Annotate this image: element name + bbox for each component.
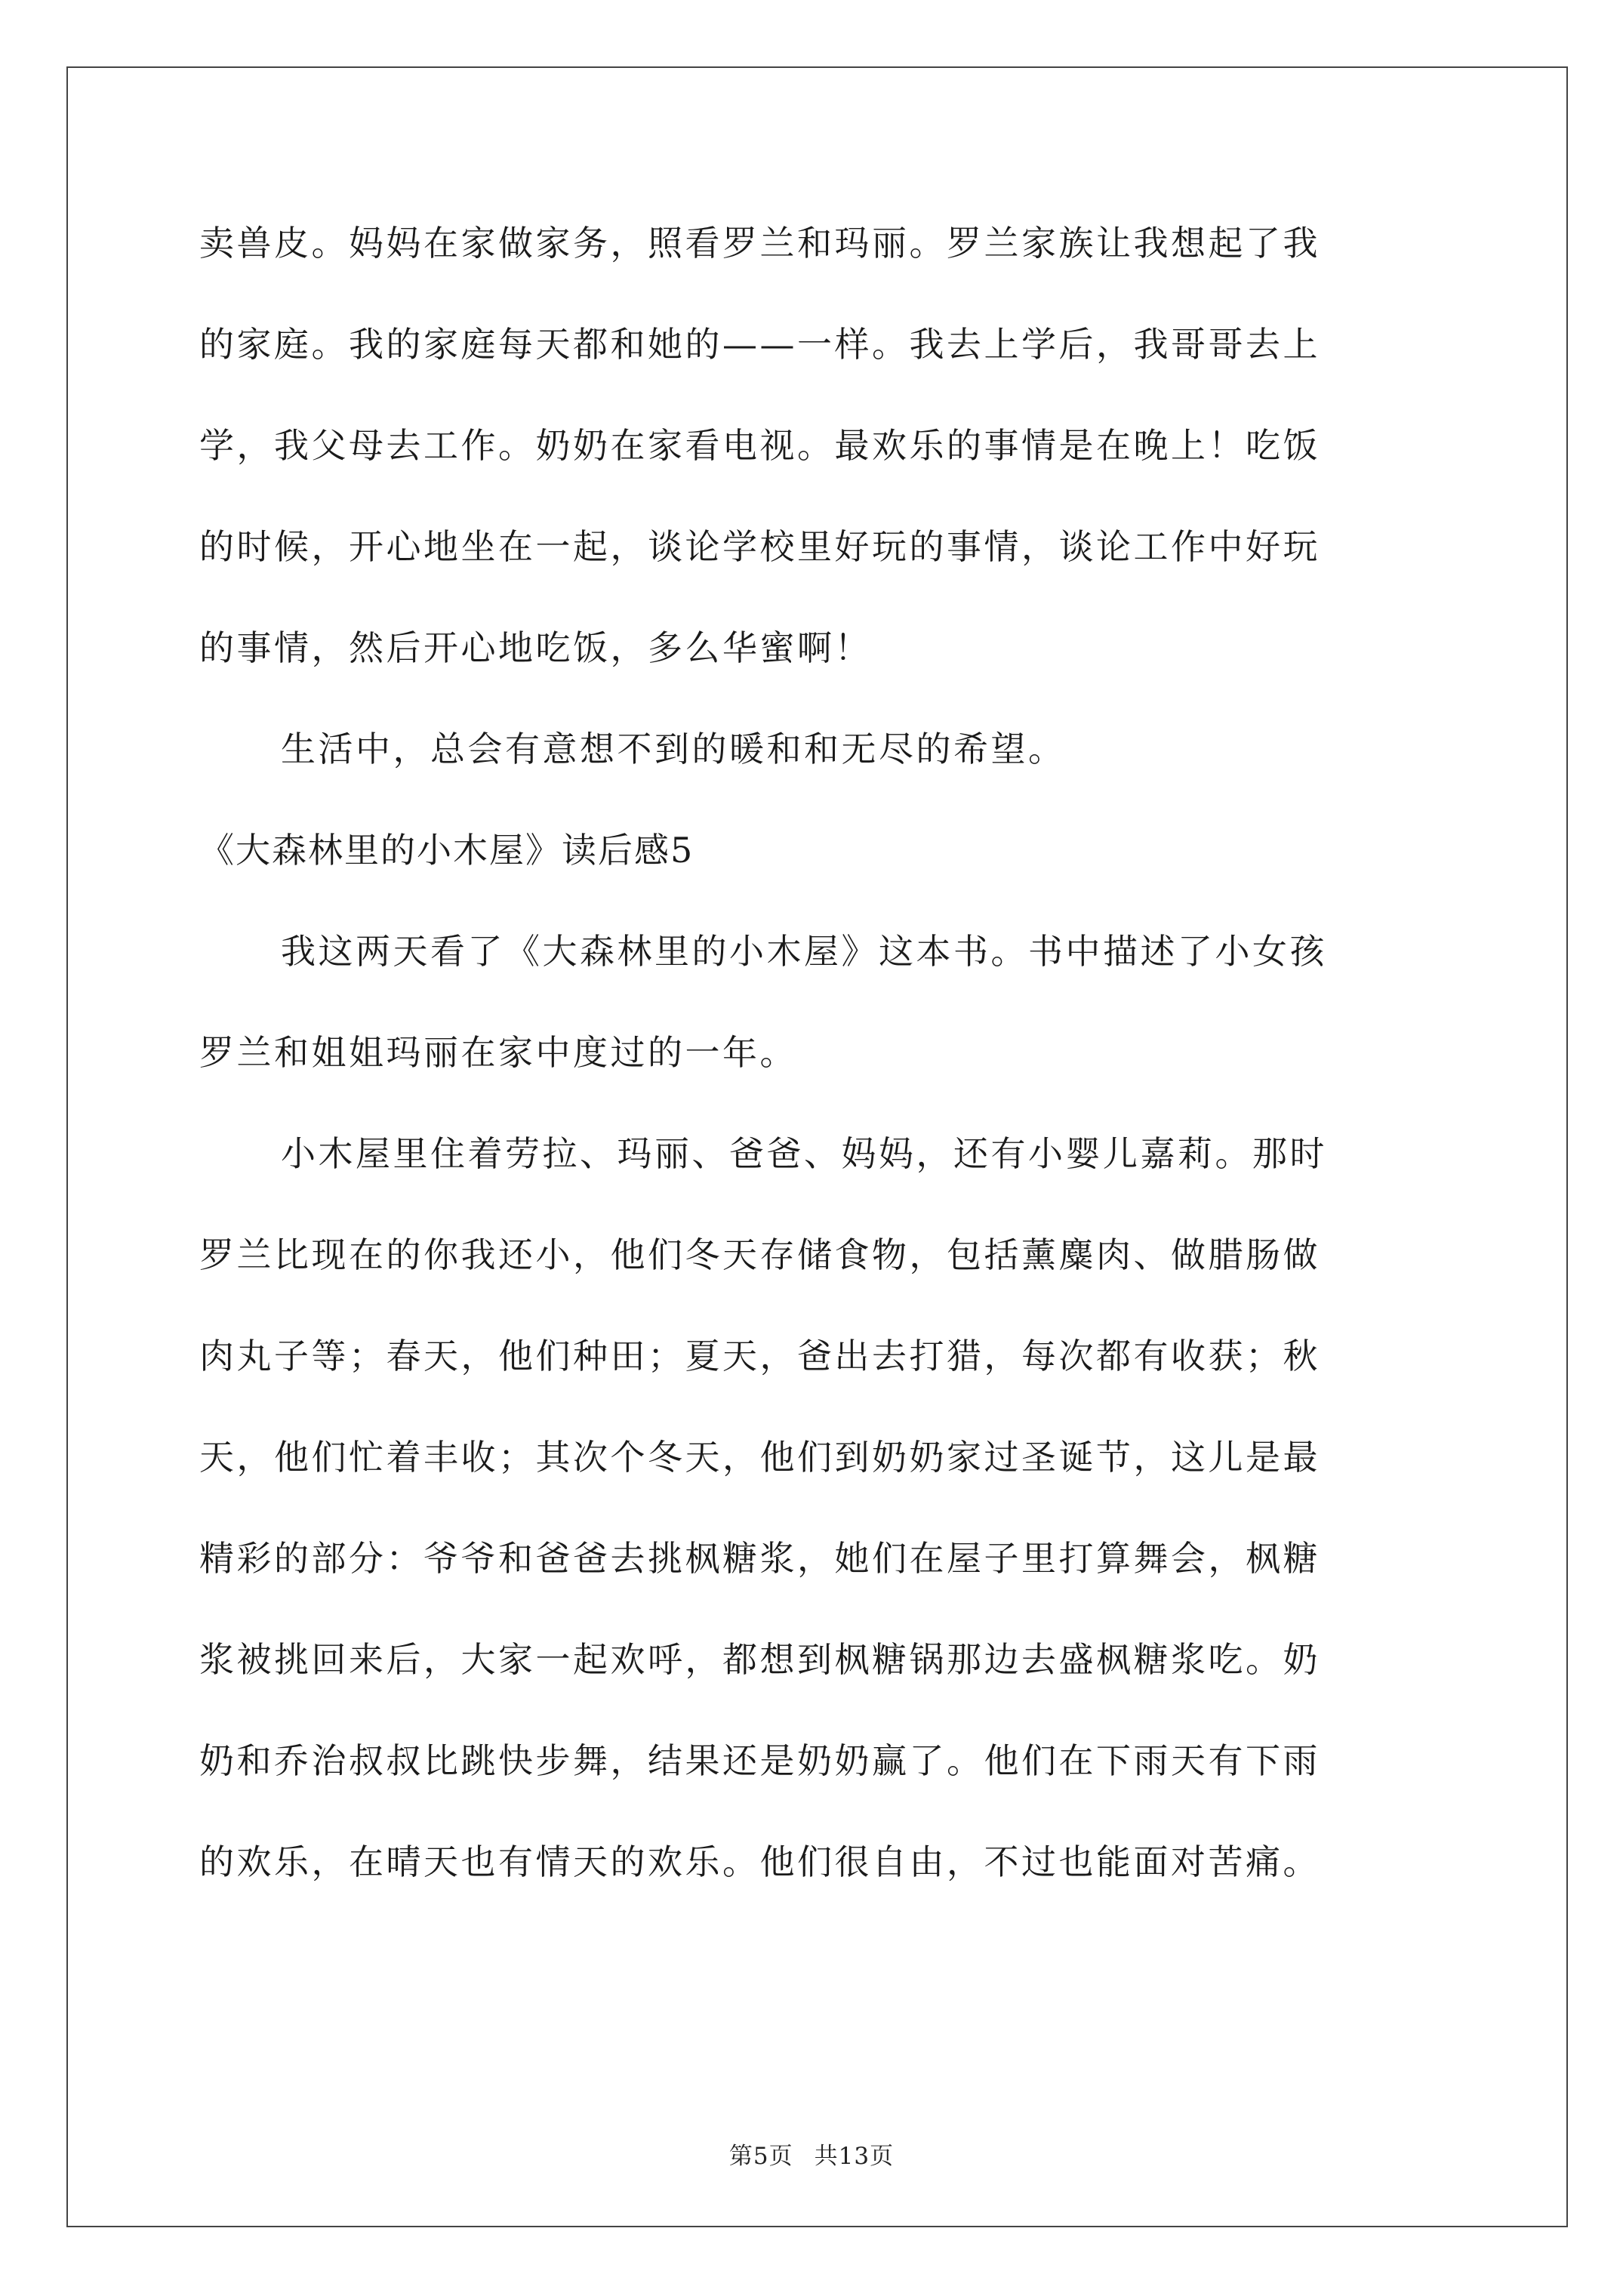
text-line-3: 学，我父母去工作。奶奶在家看电视。最欢乐的事情是在晚上！吃饭 [199,425,1320,466]
text-line-6: 生活中，总会有意想不到的暖和和无尽的希望。 [281,729,1066,769]
text-line-11: 罗兰比现在的你我还小，他们冬天存储食物，包括薰麋肉、做腊肠做 [199,1234,1320,1275]
text-line-15: 浆被挑回来后，大家一起欢呼，都想到枫糖锅那边去盛枫糖浆吃。奶 [199,1639,1320,1680]
text-line-5: 的事情，然后开心地吃饭，多么华蜜啊！ [199,627,872,668]
text-line-16: 奶和乔治叔叔比跳快步舞，结果还是奶奶赢了。他们在下雨天有下雨 [199,1740,1320,1781]
text-line-9: 罗兰和姐姐玛丽在家中度过的一年。 [199,1032,797,1073]
text-line-4: 的时候，开心地坐在一起，谈论学校里好玩的事情，谈论工作中好玩 [199,526,1320,567]
document-body [199,220,1437,1940]
text-line-14: 精彩的部分：爷爷和爸爸去挑枫糖浆，她们在屋子里打算舞会，枫糖 [199,1538,1320,1579]
page-footer [0,2141,1623,2171]
text-line-13: 天，他们忙着丰收；其次个冬天，他们到奶奶家过圣诞节，这儿是最 [199,1437,1320,1478]
text-line-1: 卖兽皮。妈妈在家做家务，照看罗兰和玛丽。罗兰家族让我想起了我 [199,223,1320,264]
text-line-2: 的家庭。我的家庭每天都和她的——一样。我去上学后，我哥哥去上 [199,324,1320,365]
text-line-8: 我这两天看了《大森林里的小木屋》这本书。书中描述了小女孩 [281,931,1327,972]
page-total: 共13页 [814,2143,895,2170]
text-line-17: 的欢乐，在晴天也有情天的欢乐。他们很自由，不过也能面对苦痛。 [199,1841,1320,1882]
page-number: 第5页 [728,2143,793,2170]
text-line-10: 小木屋里住着劳拉、玛丽、爸爸、妈妈，还有小婴儿嘉莉。那时 [281,1133,1327,1174]
section-heading: 《大森林里的小木屋》读后感5 [199,830,694,871]
text-line-12: 肉丸子等；春天，他们种田；夏天，爸出去打猎，每次都有收获；秋 [199,1336,1320,1376]
